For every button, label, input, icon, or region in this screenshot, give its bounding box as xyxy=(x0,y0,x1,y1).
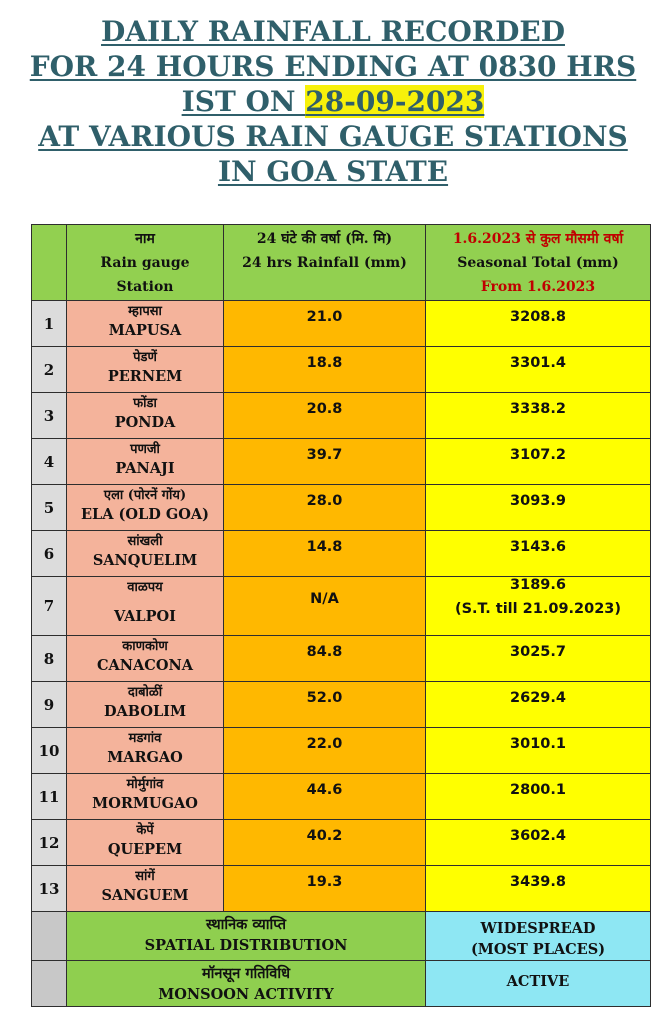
rainfall-table xyxy=(31,224,651,1007)
row-number: 8 xyxy=(32,636,67,682)
rainfall-value: 44.6 xyxy=(306,782,343,798)
table-row xyxy=(32,820,651,866)
station-name-hindi: सांखली xyxy=(127,534,163,549)
station-name-hindi: काणकोण xyxy=(122,639,168,654)
station-name-hindi: मडगांव xyxy=(128,731,162,746)
seasonal-total-value: 3010.1 xyxy=(510,736,566,752)
table-row xyxy=(32,774,651,820)
rainfall-cell xyxy=(224,820,426,866)
station-cell xyxy=(67,347,224,393)
table-row xyxy=(32,682,651,728)
monsoon-activity-label xyxy=(67,961,426,1007)
header-seasonal-cell xyxy=(426,225,651,301)
header-rainfall-cell xyxy=(224,225,426,301)
row-number: 3 xyxy=(32,393,67,439)
spatial-distribution-row xyxy=(32,912,651,961)
station-name-english: MARGAO xyxy=(107,749,183,766)
title-line-1: DAILY RAINFALL RECORDED xyxy=(101,15,565,48)
row-number: 1 xyxy=(32,301,67,347)
seasonal-total-value: 3301.4 xyxy=(510,355,566,371)
station-name-hindi: केपें xyxy=(136,823,154,838)
station-name-hindi: म्हापसा xyxy=(128,304,162,319)
rainfall-value: 84.8 xyxy=(306,644,343,660)
rainfall-value: 18.8 xyxy=(306,355,343,371)
row-number: 12 xyxy=(32,820,67,866)
station-name-english: ELA (OLD GOA) xyxy=(81,506,209,523)
seasonal-total-cell xyxy=(426,820,651,866)
station-cell xyxy=(67,636,224,682)
header-station-english-2: Station xyxy=(116,279,174,295)
rainfall-value: 39.7 xyxy=(306,447,343,463)
footer-blank-cell xyxy=(32,912,67,961)
rainfall-cell xyxy=(224,682,426,728)
rainfall-cell xyxy=(224,301,426,347)
monsoon-activity-hindi: मॉनसून गतिविधि xyxy=(201,965,291,982)
station-cell xyxy=(67,439,224,485)
report-title xyxy=(0,14,666,189)
table-row xyxy=(32,531,651,577)
seasonal-total-cell xyxy=(426,682,651,728)
table-row xyxy=(32,866,651,912)
station-name-hindi: पणजी xyxy=(130,442,160,457)
footer-blank-cell xyxy=(32,961,67,1007)
rainfall-value: 52.0 xyxy=(306,690,343,706)
monsoon-activity-value-text: ACTIVE xyxy=(506,973,570,990)
header-station-english-1: Rain gauge xyxy=(100,255,190,271)
station-name-hindi: वाळपय xyxy=(127,580,163,595)
seasonal-total-cell xyxy=(426,439,651,485)
title-line-4: AT VARIOUS RAIN GAUGE STATIONS xyxy=(38,120,628,153)
seasonal-total-value: 3143.6 xyxy=(510,539,566,555)
station-name-hindi: मोर्मुगांव xyxy=(126,777,164,792)
seasonal-total-value: 3093.9 xyxy=(510,493,566,509)
station-name-hindi: सांगें xyxy=(135,869,155,884)
seasonal-total-cell xyxy=(426,393,651,439)
station-name-english: QUEPEM xyxy=(107,841,183,858)
rainfall-cell xyxy=(224,393,426,439)
seasonal-total-value: 3602.4 xyxy=(510,828,566,844)
spatial-distribution-value-1: WIDESPREAD xyxy=(480,920,596,937)
seasonal-total-cell xyxy=(426,347,651,393)
station-name-hindi: दाबोळीं xyxy=(127,685,163,700)
rainfall-cell xyxy=(224,577,426,636)
station-name-english: VALPOI xyxy=(114,608,176,625)
rainfall-value: 28.0 xyxy=(306,493,343,509)
seasonal-total-value: 3025.7 xyxy=(510,644,566,660)
station-cell xyxy=(67,728,224,774)
rainfall-cell xyxy=(224,485,426,531)
station-cell xyxy=(67,577,224,636)
rainfall-cell xyxy=(224,636,426,682)
title-line-3-prefix: IST ON xyxy=(181,85,306,118)
header-seasonal-from: From 1.6.2023 xyxy=(480,279,596,295)
seasonal-total-cell xyxy=(426,636,651,682)
seasonal-total-cell xyxy=(426,577,651,636)
rainfall-value: 21.0 xyxy=(306,309,343,325)
rainfall-cell xyxy=(224,866,426,912)
row-number: 5 xyxy=(32,485,67,531)
spatial-distribution-label xyxy=(67,912,426,961)
seasonal-total-value: 2629.4 xyxy=(510,690,566,706)
station-cell xyxy=(67,820,224,866)
seasonal-total-cell xyxy=(426,774,651,820)
rainfall-cell xyxy=(224,347,426,393)
table-row xyxy=(32,439,651,485)
seasonal-total-value: 3338.2 xyxy=(510,401,566,417)
seasonal-total-value: 3439.8 xyxy=(510,874,566,890)
rainfall-value: 40.2 xyxy=(306,828,343,844)
station-name-hindi: एला (पोरनें गोंय) xyxy=(103,488,187,503)
rainfall-cell xyxy=(224,728,426,774)
seasonal-total-note: (S.T. till 21.09.2023) xyxy=(454,601,622,617)
row-number: 4 xyxy=(32,439,67,485)
title-line-2: FOR 24 HOURS ENDING AT 0830 HRS xyxy=(29,50,637,83)
station-name-english: MAPUSA xyxy=(108,322,182,339)
row-number: 7 xyxy=(32,577,67,636)
header-seasonal-hindi: 1.6.2023 से कुल मौसमी वर्षा xyxy=(452,231,624,247)
table-row xyxy=(32,728,651,774)
station-cell xyxy=(67,682,224,728)
row-number: 11 xyxy=(32,774,67,820)
table-row xyxy=(32,393,651,439)
title-line-5: IN GOA STATE xyxy=(217,155,449,188)
monsoon-activity-row xyxy=(32,961,651,1007)
spatial-distribution-value xyxy=(426,912,651,961)
station-cell xyxy=(67,531,224,577)
station-name-english: MORMUGAO xyxy=(92,795,198,812)
rainfall-cell xyxy=(224,774,426,820)
table-row xyxy=(32,577,651,636)
rainfall-value: 20.8 xyxy=(306,401,343,417)
header-station-cell xyxy=(67,225,224,301)
row-number: 10 xyxy=(32,728,67,774)
station-name-english: CANACONA xyxy=(97,657,193,674)
row-number: 9 xyxy=(32,682,67,728)
table-row xyxy=(32,347,651,393)
rainfall-value: N/A xyxy=(310,591,339,607)
rainfall-cell xyxy=(224,531,426,577)
table-row xyxy=(32,485,651,531)
station-name-english: PERNEM xyxy=(107,368,183,385)
station-name-hindi: फोंडा xyxy=(133,396,157,411)
row-number: 13 xyxy=(32,866,67,912)
spatial-distribution-hindi: स्थानिक व्याप्ति xyxy=(206,916,286,933)
station-cell xyxy=(67,485,224,531)
monsoon-activity-value xyxy=(426,961,651,1007)
seasonal-total-cell xyxy=(426,866,651,912)
station-name-english: PANAJI xyxy=(115,460,175,477)
header-rainfall-english: 24 hrs Rainfall (mm) xyxy=(242,255,407,271)
row-number: 6 xyxy=(32,531,67,577)
station-cell xyxy=(67,393,224,439)
station-cell xyxy=(67,866,224,912)
rainfall-value: 22.0 xyxy=(306,736,343,752)
header-rainfall-hindi: 24 घंटे की वर्षा (मि. मि) xyxy=(256,231,393,247)
seasonal-total-cell xyxy=(426,485,651,531)
seasonal-total-value: 2800.1 xyxy=(510,782,566,798)
report-date: 28-09-2023 xyxy=(305,85,485,118)
header-station-hindi: नाम xyxy=(135,231,155,247)
station-name-english: PONDA xyxy=(114,414,176,431)
rainfall-value: 14.8 xyxy=(306,539,343,555)
station-name-hindi: पेडणें xyxy=(133,350,157,365)
spatial-distribution-value-2: (MOST PLACES) xyxy=(470,941,606,958)
station-cell xyxy=(67,774,224,820)
seasonal-total-cell xyxy=(426,531,651,577)
station-cell xyxy=(67,301,224,347)
table-header-row xyxy=(32,225,651,301)
station-name-english: SANGUEM xyxy=(101,887,189,904)
seasonal-total-cell xyxy=(426,728,651,774)
header-number-cell xyxy=(32,225,67,301)
monsoon-activity-english: MONSOON ACTIVITY xyxy=(158,986,334,1003)
station-name-english: DABOLIM xyxy=(103,703,186,720)
table-row xyxy=(32,636,651,682)
rainfall-value: 19.3 xyxy=(306,874,343,890)
table-row xyxy=(32,301,651,347)
title-line-3 xyxy=(0,84,666,119)
row-number: 2 xyxy=(32,347,67,393)
seasonal-total-value: 3208.8 xyxy=(510,309,566,325)
seasonal-total-value: 3107.2 xyxy=(510,447,566,463)
spatial-distribution-english: SPATIAL DISTRIBUTION xyxy=(144,937,348,954)
seasonal-total-cell xyxy=(426,301,651,347)
header-seasonal-english: Seasonal Total (mm) xyxy=(457,255,619,271)
station-name-english: SANQUELIM xyxy=(92,552,198,569)
seasonal-total-value: 3189.6 xyxy=(510,577,566,593)
rainfall-cell xyxy=(224,439,426,485)
